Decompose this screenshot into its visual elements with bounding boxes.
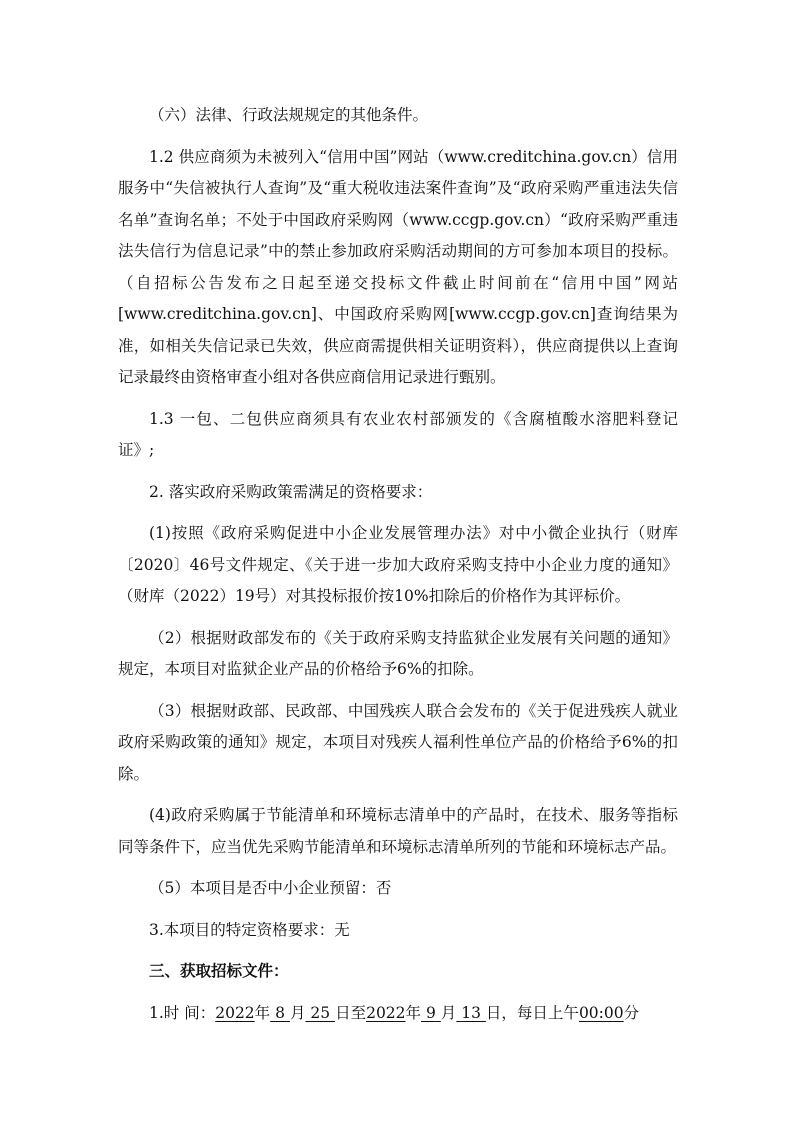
- month-char-1: 月: [289, 1003, 306, 1022]
- month-char-2: 月: [440, 1003, 457, 1022]
- start-month: 8: [275, 1003, 285, 1022]
- time-label: 1.时 间：: [149, 1003, 216, 1022]
- paragraph-energy-saving: (4)政府采购属于节能清单和环境标志清单中的产品时，在技术、服务等指标同等条件下，应当优先采购节能清单和环境标志清单所列的节能和环境标志产品。: [118, 806, 678, 856]
- paragraph-specific-qualification: 3.本项目的特定资格要求：无: [149, 920, 350, 939]
- daily-time: 00:00: [578, 1003, 624, 1022]
- day-to-char: 日至: [335, 1003, 367, 1022]
- paragraph-prison-enterprise: （2）根据财政部发布的《关于政府采购支持监狱企业发展有关问题的通知》规定，本项目对监狱企业产品的价格给予6%的扣除。: [118, 628, 678, 678]
- document-body: [118, 100, 678, 1029]
- start-year: 2022: [215, 1003, 255, 1022]
- day-tail: 日，每日上午: [485, 1003, 579, 1022]
- paragraph-fertilizer-certificate: 1.3 一包、二包供应商须具有农业农村部颁发的《含腐植酸水溶肥料登记证》;: [118, 409, 678, 459]
- paragraph-policy-requirements: 2. 落实政府采购政策需满足的资格要求：: [149, 482, 433, 501]
- year-char-1: 年: [254, 1003, 271, 1022]
- paragraph-credit-requirement: 1.2 供应商须为未被列入“信用中国”网站（www.creditchina.gov.cn）信用服务中“失信被执行人查询”及“重大税收违法案件查询”及“政府采购严重违法失信名单”查询名单；不处于中国政府采购网（www.ccgp.gov.cn）“政府采购严重违法失信行为信息记录”中的禁止参加政府采购活动期间的方可参加本项目的投标。（自招标公告发布之日起至递交投标文件截止时间前在“信用中国”网站[www.creditchina.gov.cn]、中国政府采购网[www.ccgp.gov.cn]查询结果为准，如相关失信记录已失效，供应商需提供相关证明资料），供应商提供以上查询记录最终由资格审查小组对各供应商信用记录进行甄别。: [118, 147, 678, 386]
- end-month: 9: [425, 1003, 436, 1022]
- section-heading: 三、获取招标文件：: [149, 962, 289, 980]
- minute-char: 分: [623, 1003, 640, 1022]
- paragraph-sme-reserve: （5）本项目是否中小企业预留：否: [149, 879, 392, 897]
- paragraph-sme-discount: (1)按照《政府采购促进中小企业发展管理办法》对中小微企业执行（财库〔2020〕46号文件规定、《关于进一步加大政府采购支持中小企业力度的通知》（财库（2022）19号）对其投标报价按10%扣除后的价格作为其评标价。: [118, 524, 678, 605]
- paragraph-other-conditions: （六）法律、行政法规规定的其他条件。: [149, 106, 429, 124]
- end-day: 13: [461, 1003, 481, 1022]
- start-day: 25: [310, 1003, 331, 1022]
- end-year: 2022: [366, 1003, 406, 1022]
- paragraph-disability-employment: （3）根据财政部、民政部、中国残疾人联合会发布的《关于促进残疾人就业政府采购政策的通知》规定，本项目对残疾人福利性单位产品的价格给予6%的扣除。: [118, 701, 678, 783]
- time-line: [118, 998, 678, 1030]
- year-char-2: 年: [405, 1003, 422, 1022]
